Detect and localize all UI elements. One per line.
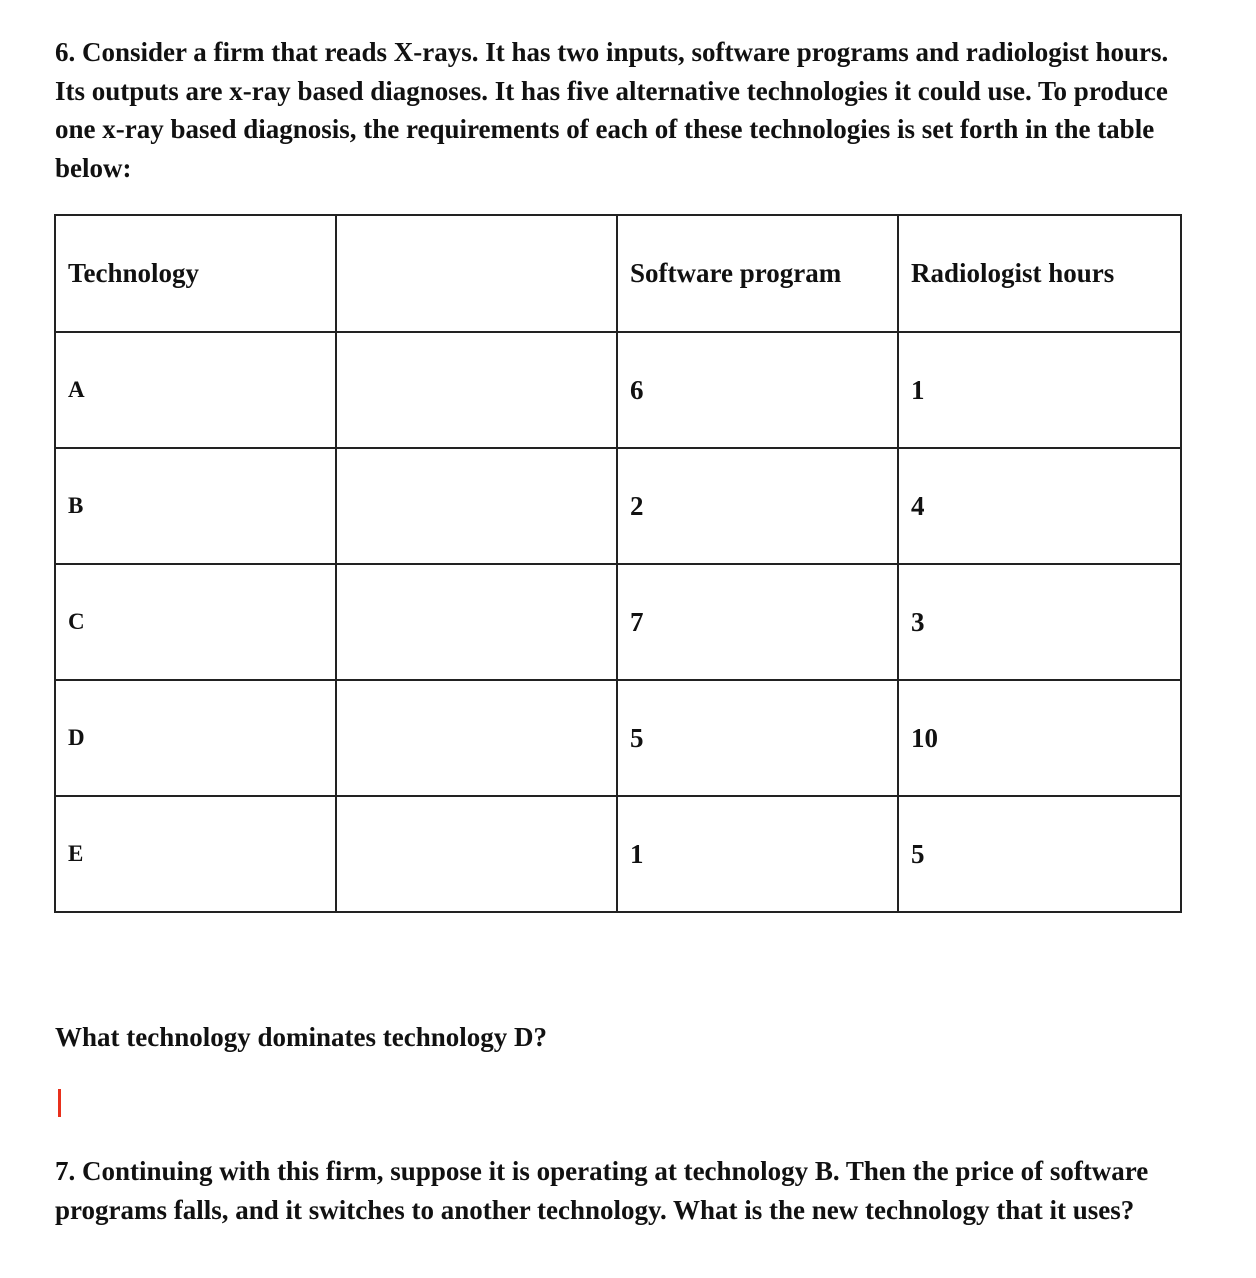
- table-header-row: [55, 215, 1181, 332]
- technology-cell: A: [55, 332, 336, 448]
- question-7-text: 7. Continuing with this firm, suppose it is operating at technology B. Then the price of software programs falls, and it switches to another technology. What is the new technology that it uses?: [55, 1156, 1149, 1225]
- technology-cell: B: [55, 448, 336, 564]
- blank-cell: [336, 564, 617, 680]
- table-row: [55, 680, 1181, 796]
- question-6-text: 6. Consider a firm that reads X-rays. It has two inputs, software programs and radiologist hours. Its outputs are x-ray based diagnoses. It has five alternative technologies it could use. To produce one x-ray based diagnosis, the requirements of each of these technologies is set forth in the table below:: [55, 37, 1169, 183]
- radiologist-cell: 10: [898, 680, 1181, 796]
- software-cell: 2: [617, 448, 898, 564]
- header-radiologist-hours: Radiologist hours: [898, 215, 1181, 332]
- blank-cell: [336, 680, 617, 796]
- blank-cell: [336, 332, 617, 448]
- text-cursor[interactable]: [58, 1089, 61, 1117]
- header-software-program: Software program: [617, 215, 898, 332]
- technology-cell: E: [55, 796, 336, 912]
- software-cell: 1: [617, 796, 898, 912]
- blank-cell: [336, 796, 617, 912]
- technology-table: [54, 214, 1182, 913]
- header-blank: [336, 215, 617, 332]
- table-row: [55, 448, 1181, 564]
- software-cell: 7: [617, 564, 898, 680]
- table-row: [55, 796, 1181, 912]
- radiologist-cell: 5: [898, 796, 1181, 912]
- blank-cell: [336, 448, 617, 564]
- table-row: [55, 564, 1181, 680]
- radiologist-cell: 4: [898, 448, 1181, 564]
- software-cell: 5: [617, 680, 898, 796]
- dominates-question-text: What technology dominates technology D?: [55, 1022, 547, 1052]
- table-row: [55, 332, 1181, 448]
- software-cell: 6: [617, 332, 898, 448]
- radiologist-cell: 3: [898, 564, 1181, 680]
- technology-cell: D: [55, 680, 336, 796]
- radiologist-cell: 1: [898, 332, 1181, 448]
- technology-cell: C: [55, 564, 336, 680]
- header-technology: Technology: [55, 215, 336, 332]
